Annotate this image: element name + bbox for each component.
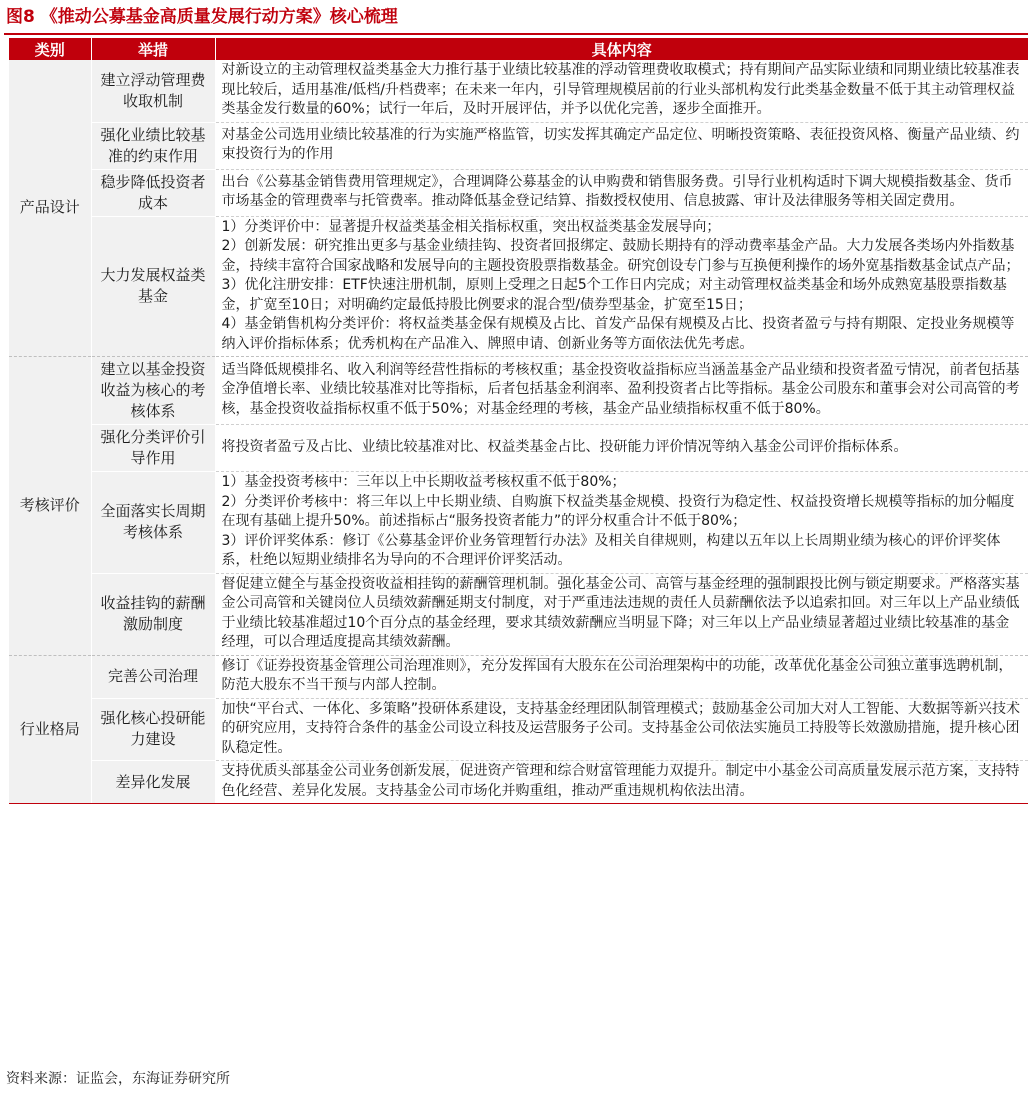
table-row [9, 761, 1028, 804]
table-row [9, 169, 1028, 216]
measure-cell: 强化核心投研能力建设 [91, 698, 215, 761]
content-paragraph: 加快“平台式、一体化、多策略”投研体系建设，支持基金经理团队制管理模式；鼓励基金公司加大对人工智能、大数据等新兴技术的研究应用，支持符合条件的基金公司设立科技及运营服务子公司。支持基金公司依法实施员工持股等长效激励措施，提升核心团队稳定性。 [221, 700, 1021, 756]
measure-cell: 建立浮动管理费收取机制 [91, 60, 215, 122]
content-list-item: 1）基金投资考核中：三年以上中长期收益考核权重不低于80%； [221, 474, 626, 490]
measure-cell: 强化业绩比较基准的约束作用 [91, 122, 215, 169]
measure-cell: 建立以基金投资收益为核心的考核体系 [91, 357, 215, 425]
measure-cell: 差异化发展 [91, 761, 215, 804]
content-paragraph: 对基金公司选用业绩比较基准的行为实施严格监管，切实发挥其确定产品定位、明晰投资策略、表征投资风格、衡量产品业绩、约束投资行为的作用 [221, 126, 1020, 162]
content-cell [215, 655, 1028, 698]
content-cell [215, 472, 1028, 574]
content-cell [215, 122, 1028, 169]
table-row [9, 698, 1028, 761]
content-list-item: 2）创新发展：研究推出更多与基金业绩挂钩、投资者回报绑定、鼓励长期持有的浮动费率基金产品。大力发展各类场内外指数基金，持续丰富符合国家战略和发展导向的主题投资股票指数基金。研究创设专门参与互换便利操作的场外宽基指数基金试点产品； [221, 238, 1020, 274]
table-row [9, 655, 1028, 698]
content-cell [215, 216, 1028, 357]
table-row [9, 60, 1028, 122]
content-cell [215, 357, 1028, 425]
content-paragraph: 对新设立的主动管理权益类基金大力推行基于业绩比较基准的浮动管理费收取模式；持有期间产品实际业绩和同期业绩比较基准表现比较后，适用基准/低档/升档费率；在未来一年内，引导管理规模居前的行业头部机构发行此类基金数量不低于其主动管理权益类基金发行数量的60%；试行一年后，及时开展评估，并予以优化完善，逐步全面推开。 [221, 62, 1020, 117]
content-paragraph: 适当降低规模排名、收入利润等经营性指标的考核权重；基金投资收益指标应当涵盖基金产品业绩和投资者盈亏情况，前者包括基金净值增长率、业绩比较基准对比等指标，后者包括基金利润率、盈利投资者占比等指标。基金公司股东和董事会对公司高管的考核，基金投资收益指标权重不低于50%；对基金经理的考核，基金产品业绩指标权重不低于80%。 [221, 361, 1020, 417]
header-category: 类别 [9, 38, 91, 60]
title-divider [4, 33, 1028, 35]
content-paragraph: 修订《证券投资基金管理公司治理准则》，充分发挥国有大股东在公司治理架构中的功能，改革优化基金公司独立董事选聘机制，防范大股东不当干预与内部人控制。 [221, 657, 1013, 693]
content-cell [215, 761, 1028, 804]
content-list-item: 4）基金销售机构分类评价：将权益类基金保有规模及占比、首发产品保有规模及占比、投资者盈亏与持有期限、定投业务规模等纳入评价指标体系；优秀机构在产品准入、牌照申请、创新业务等方面依法优先考虑。 [221, 316, 1015, 352]
table-row [9, 216, 1028, 357]
content-paragraph: 出台《公募基金销售费用管理规定》，合理调降公募基金的认申购费和销售服务费。引导行业机构适时下调大规模指数基金、货币市场基金的管理费率与托管费率。推动降低基金登记结算、指数授权使用、信息披露、审计及法律服务等相关固定费用。 [221, 173, 1013, 209]
content-cell [215, 573, 1028, 655]
measure-cell: 大力发展权益类基金 [91, 216, 215, 357]
category-cell: 考核评价 [9, 357, 91, 656]
category-cell: 产品设计 [9, 60, 91, 357]
content-cell [215, 169, 1028, 216]
content-paragraph: 将投资者盈亏及占比、业绩比较基准对比、权益类基金占比、投研能力评价情况等纳入基金公司评价指标体系。 [221, 438, 908, 455]
figure-title: 图8 《推动公募基金高质量发展行动方案》核心梳理 [6, 7, 398, 27]
table-row [9, 573, 1028, 655]
header-measure: 举措 [91, 38, 215, 60]
content-cell [215, 425, 1028, 472]
measure-cell: 稳步降低投资者成本 [91, 169, 215, 216]
measure-cell: 收益挂钩的薪酬激励制度 [91, 573, 215, 655]
table-row [9, 357, 1028, 425]
category-cell: 行业格局 [9, 655, 91, 804]
content-cell [215, 698, 1028, 761]
table-row [9, 472, 1028, 574]
table-row [9, 122, 1028, 169]
header-content: 具体内容 [215, 38, 1028, 60]
measure-cell: 强化分类评价引导作用 [91, 425, 215, 472]
source-note: 资料来源：证监会，东海证券研究所 [6, 1071, 230, 1087]
action-plan-table [9, 38, 1028, 804]
table-row [9, 425, 1028, 472]
content-list-item: 3）评价评奖体系：修订《公募基金评价业务管理暂行办法》及相关自律规则，构建以五年以上长周期业绩为核心的评价评奖体系，杜绝以短期业绩排名为导向的不合理评价评奖活动。 [221, 532, 1001, 568]
content-paragraph: 支持优质头部基金公司业务创新发展，促进资产管理和综合财富管理能力双提升。制定中小基金公司高质量发展示范方案，支持特色化经营、差异化发展。支持基金公司市场化并购重组，推动严重违规机构依法出清。 [221, 763, 1020, 799]
content-paragraph: 督促建立健全与基金投资收益相挂钩的薪酬管理机制。强化基金公司、高管与基金经理的强制跟投比例与锁定期要求。严格落实基金公司高管和关键岗位人员绩效薪酬延期支付制度，对于严重违法违规的责任人员薪酬依法予以追索扣回。对三年以上产品业绩低于业绩比较基准超过10个百分点的基金经理，要求其绩效薪酬应当明显下降；对三年以上产品业绩显著超过业绩比较基准的基金经理，可以合理适度提高其绩效薪酬。 [221, 575, 1020, 650]
content-list-item: 1）分类评价中：显著提升权益类基金相关指标权重，突出权益类基金发展导向； [221, 218, 721, 235]
content-list-item: 3）优化注册安排：ETF快速注册机制，原则上受理之日起5个工作日内完成；对主动管理权益类基金和场外成熟宽基股票指数基金，扩宽至10日；对明确约定最低持股比例要求的混合型/债券型基金，扩宽至15日； [221, 277, 1007, 313]
table-header-row [9, 38, 1028, 60]
content-list-item: 2）分类评价考核中：将三年以上中长期业绩、自购旗下权益类基金规模、投资行为稳定性、权益投资增长规模等指标的加分幅度在现有基础上提升50%。前述指标占“服务投资者能力”的评分权重合计不低于80%； [221, 493, 1015, 529]
measure-cell: 全面落实长周期考核体系 [91, 472, 215, 574]
measure-cell: 完善公司治理 [91, 655, 215, 698]
content-cell [215, 60, 1028, 122]
